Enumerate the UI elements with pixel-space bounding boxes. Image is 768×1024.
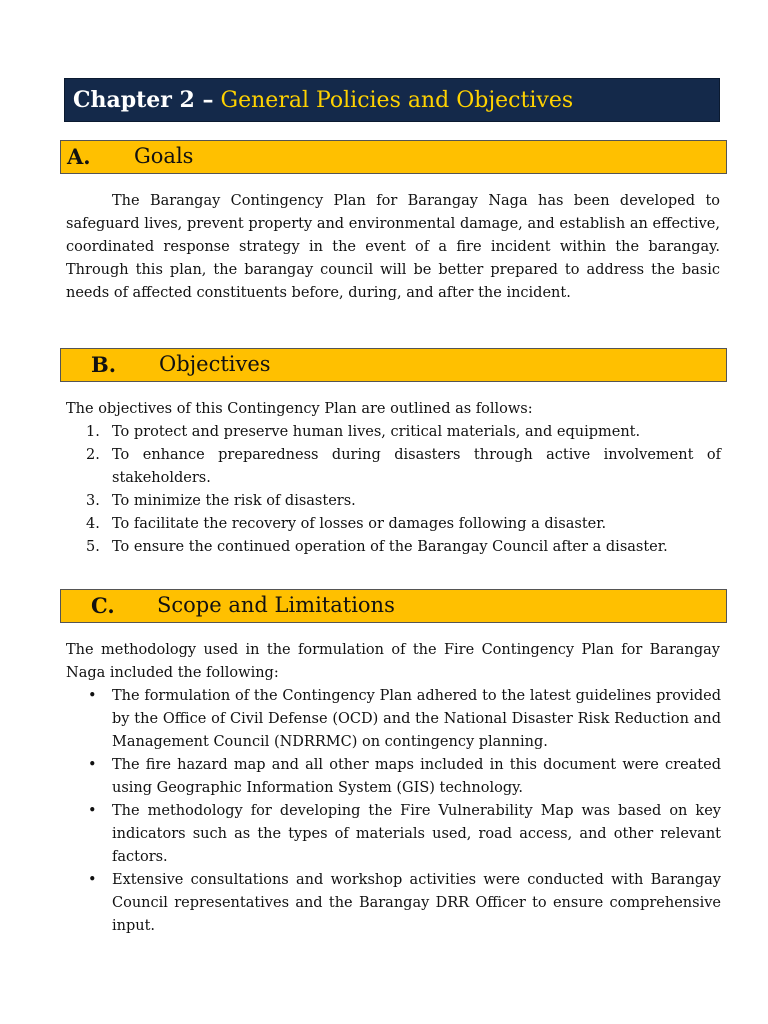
list-item	[66, 869, 721, 938]
list-item	[66, 444, 721, 490]
chapter-heading	[64, 78, 720, 122]
list-item	[66, 421, 721, 444]
chapter-title: General Policies and Objectives	[220, 87, 574, 113]
list-item-text: To facilitate the recovery of losses or damages following a disaster.	[112, 516, 607, 532]
list-item-text: To ensure the continued operation of the Barangay Council after a disaster.	[112, 539, 668, 555]
list-item-text: The fire hazard map and all other maps included in this document were created using Geographic Information System (GIS) technology.	[112, 757, 721, 796]
list-marker: 4.	[86, 516, 100, 532]
list-item-text: The methodology for developing the Fire Vulnerability Map was based on key indicators such as the types of materials used, road access, and other relevant factors.	[112, 803, 721, 865]
list-marker: 3.	[86, 493, 100, 509]
list-marker: 1.	[86, 424, 100, 440]
chapter-prefix: Chapter 2 –	[73, 87, 214, 113]
list-item-text: Extensive consultations and workshop activities were conducted with Barangay Council representatives and the Barangay DRR Officer to ensure comprehensive input.	[112, 872, 721, 934]
section-letter: C.	[91, 593, 115, 618]
list-item-text: To protect and preserve human lives, critical materials, and equipment.	[112, 424, 641, 440]
list-item	[66, 800, 721, 869]
section-heading-scope	[60, 589, 727, 623]
list-item-text: The formulation of the Contingency Plan adhered to the latest guidelines provided by the Office of Civil Defense (OCD) and the National Disaster Risk Reduction and Management Council (NDRRMC) on contingency planning.	[112, 688, 721, 750]
section-letter: A.	[67, 144, 91, 169]
list-item-text: To minimize the risk of disasters.	[112, 493, 356, 509]
section-title: Goals	[134, 144, 194, 168]
objectives-list	[66, 421, 721, 559]
list-item	[66, 513, 721, 536]
list-item	[66, 754, 721, 800]
section-title: Scope and Limitations	[157, 593, 395, 617]
bullet-icon: •	[88, 757, 97, 773]
list-item	[66, 490, 721, 513]
section-heading-goals	[60, 140, 727, 174]
list-marker: 2.	[86, 447, 100, 463]
scope-intro: The methodology used in the formulation of the Fire Contingency Plan for Barangay Naga included the following:	[66, 642, 720, 681]
section-heading-objectives	[60, 348, 727, 382]
section-title: Objectives	[159, 352, 271, 376]
section-letter: B.	[91, 352, 117, 377]
list-item	[66, 685, 721, 754]
scope-bullet-list	[66, 685, 721, 938]
bullet-icon: •	[88, 872, 97, 888]
list-item-text: To enhance preparedness during disasters through active involvement of stakeholders.	[112, 447, 721, 486]
bullet-icon: •	[88, 803, 97, 819]
list-marker: 5.	[86, 539, 100, 555]
bullet-icon: •	[88, 688, 97, 704]
goals-paragraph: The Barangay Contingency Plan for Barangay Naga has been developed to safeguard lives, prevent property and environmental damage, and establish an effective, coordinated response strategy in the event of a fire incident within the barangay. Through this plan, the barangay council will be better prepared to address the basic needs of affected constituents before, during, and after the incident.	[66, 193, 720, 301]
objectives-intro: The objectives of this Contingency Plan are outlined as follows:	[66, 401, 533, 417]
list-item	[66, 536, 721, 559]
